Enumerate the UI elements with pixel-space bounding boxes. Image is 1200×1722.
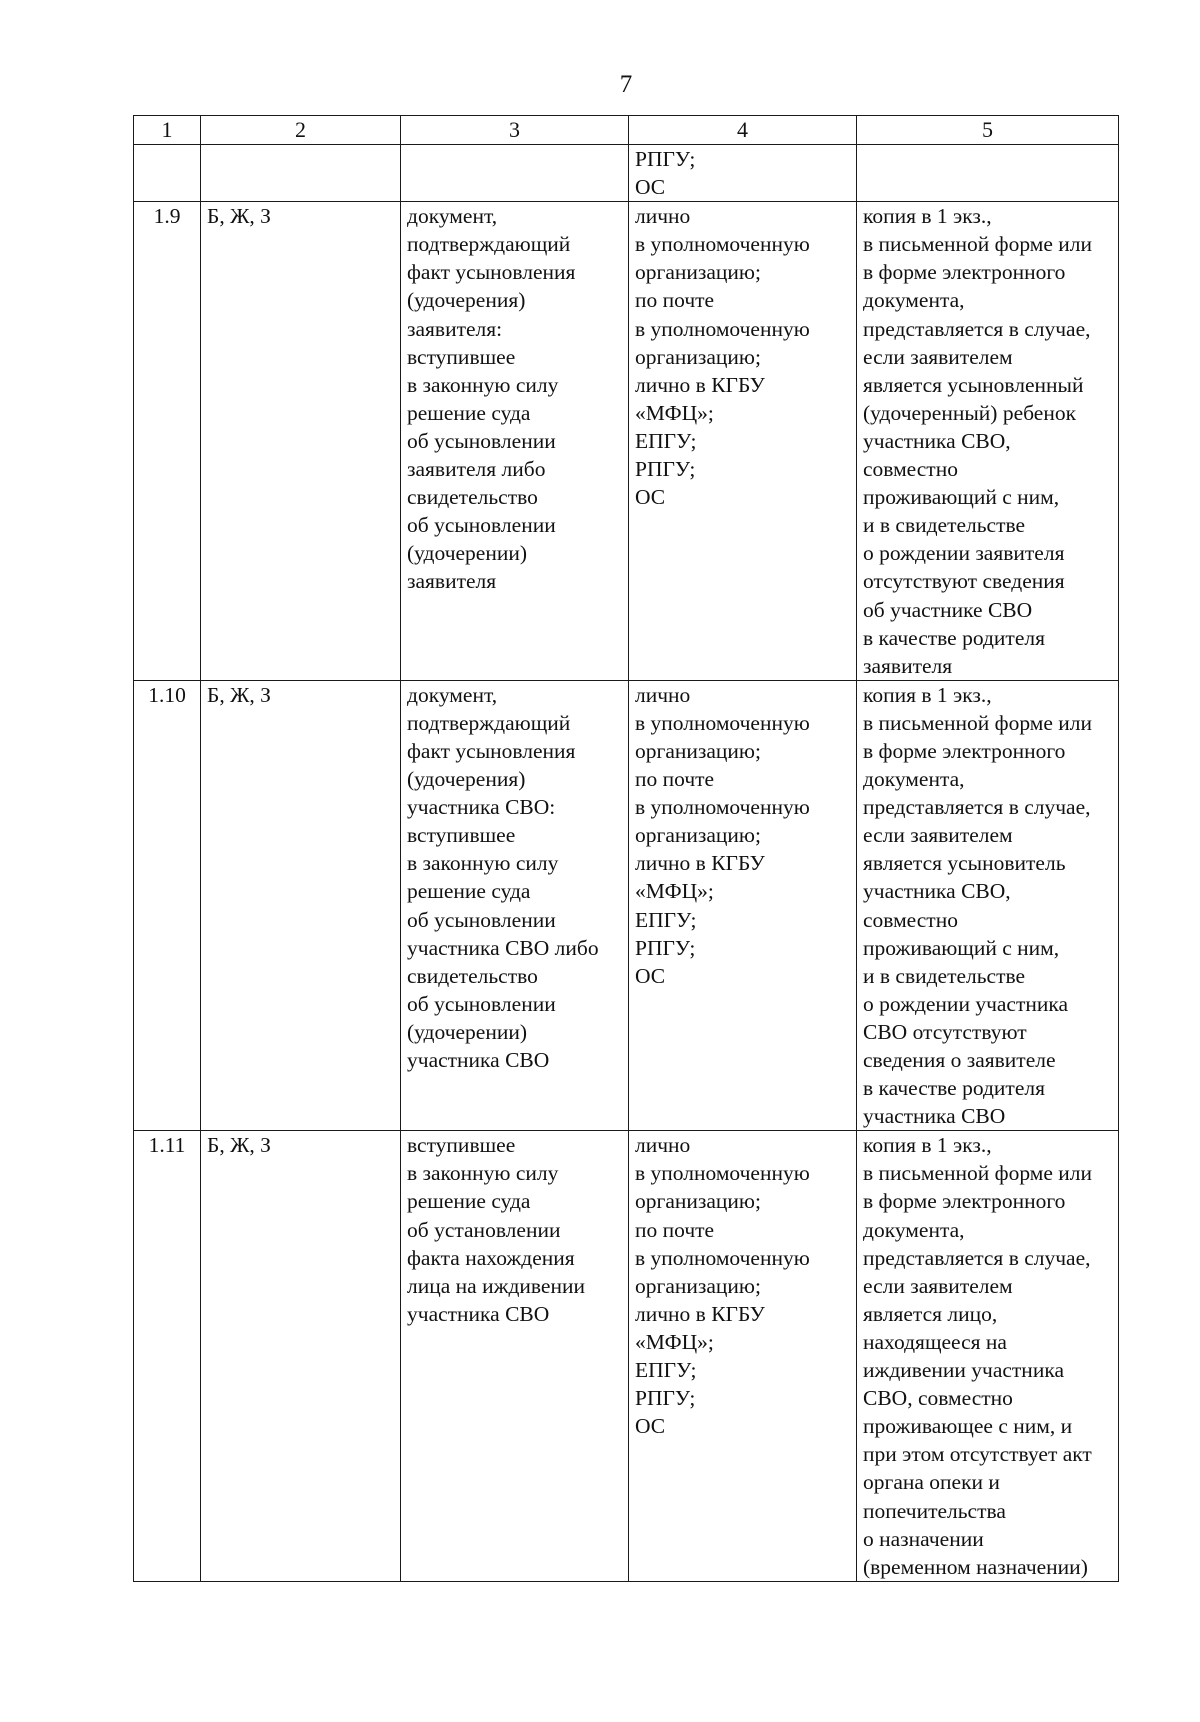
row-document: вступившее в законную силу решение суда об установлении факта нахождения лица на иждивении участника СВО xyxy=(401,1131,629,1582)
table-header-row xyxy=(134,116,1119,145)
row-number: 1.10 xyxy=(134,680,201,1131)
continuation-cell-note xyxy=(857,145,1119,202)
row-note: копия в 1 экз., в письменной форме или в форме электронного документа, представляется в случае, если заявителем является усыновитель участника СВО, совместно проживающий с ним, и в свидетельстве о рождении участника СВО отсутствуют сведения о заявителе в качестве родителя участника СВО xyxy=(857,680,1119,1131)
column-number-1: 1 xyxy=(134,116,201,145)
row-submission-method: лично в уполномоченную организацию; по почте в уполномоченную организацию; лично в КГБУ «МФЦ»; ЕПГУ; РПГУ; ОС xyxy=(629,680,857,1131)
table-row xyxy=(134,202,1119,681)
column-number-5: 5 xyxy=(857,116,1119,145)
row-note: копия в 1 экз., в письменной форме или в форме электронного документа, представляется в случае, если заявителем является лицо, находящееся на иждивении участника СВО, совместно проживающее с ним, и при этом отсутствует акт органа опеки и попечительства о назначении (временном назначении) xyxy=(857,1131,1119,1582)
row-groups: Б, Ж, З xyxy=(201,680,401,1131)
row-number: 1.9 xyxy=(134,202,201,681)
row-note: копия в 1 экз., в письменной форме или в форме электронного документа, представляется в случае, если заявителем является усыновленный (удочеренный) ребенок участника СВО, совместно проживающий с ним, и в свидетельстве о рождении заявителя отсутствуют сведения об участнике СВО в качестве родителя заявителя xyxy=(857,202,1119,681)
row-number: 1.11 xyxy=(134,1131,201,1582)
table-row xyxy=(134,1131,1119,1582)
column-number-3: 3 xyxy=(401,116,629,145)
continuation-row xyxy=(134,145,1119,202)
continuation-cell-document xyxy=(401,145,629,202)
column-number-4: 4 xyxy=(629,116,857,145)
continuation-cell-number xyxy=(134,145,201,202)
page-number: 7 xyxy=(619,71,633,98)
row-document: документ, подтверждающий факт усыновления (удочерения) заявителя: вступившее в законную силу решение суда об усыновлении заявителя либо свидетельство об усыновлении (удочерении) заявителя xyxy=(401,202,629,681)
continuation-cell-groups xyxy=(201,145,401,202)
requirements-table xyxy=(133,115,1119,1582)
row-document: документ, подтверждающий факт усыновления (удочерения) участника СВО: вступившее в законную силу решение суда об усыновлении участника СВО либо свидетельство об усыновлении (удочерении) участника СВО xyxy=(401,680,629,1131)
row-submission-method: лично в уполномоченную организацию; по почте в уполномоченную организацию; лично в КГБУ «МФЦ»; ЕПГУ; РПГУ; ОС xyxy=(629,202,857,681)
row-groups: Б, Ж, З xyxy=(201,202,401,681)
continuation-cell-method: РПГУ; ОС xyxy=(629,145,857,202)
row-submission-method: лично в уполномоченную организацию; по почте в уполномоченную организацию; лично в КГБУ «МФЦ»; ЕПГУ; РПГУ; ОС xyxy=(629,1131,857,1582)
row-groups: Б, Ж, З xyxy=(201,1131,401,1582)
table-row xyxy=(134,680,1119,1131)
column-number-2: 2 xyxy=(201,116,401,145)
